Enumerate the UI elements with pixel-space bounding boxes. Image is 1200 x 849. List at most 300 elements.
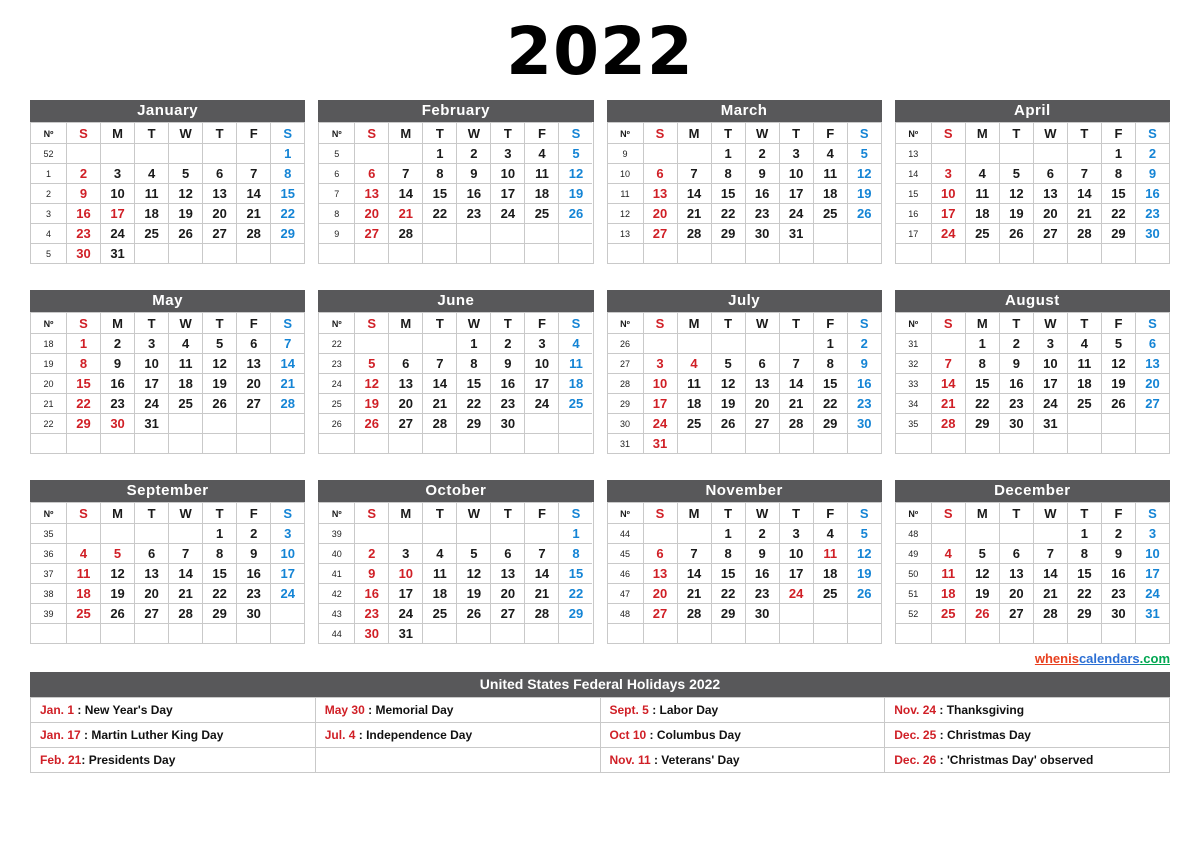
day-cell <box>202 143 236 163</box>
month-february <box>318 100 593 264</box>
day-cell: 16 <box>100 373 134 393</box>
day-cell <box>202 623 236 643</box>
day-cell: 8 <box>456 353 490 373</box>
day-cell: 23 <box>66 223 100 243</box>
day-cell <box>931 243 965 263</box>
day-of-week-header: F <box>813 122 847 143</box>
month-title: May <box>30 290 305 312</box>
day-cell: 19 <box>711 393 745 413</box>
day-of-week-header: M <box>965 502 999 523</box>
day-of-week-header: F <box>1101 502 1135 523</box>
day-cell <box>999 243 1033 263</box>
day-cell: 19 <box>202 373 236 393</box>
week-number: 26 <box>318 413 354 433</box>
day-cell: 23 <box>456 203 490 223</box>
week-number: 52 <box>895 603 931 623</box>
day-cell <box>490 523 524 543</box>
day-cell: 3 <box>270 523 304 543</box>
day-cell: 5 <box>202 333 236 353</box>
day-cell: 12 <box>354 373 388 393</box>
day-of-week-header: T <box>779 122 813 143</box>
holiday-cell <box>315 722 600 747</box>
day-cell: 15 <box>813 373 847 393</box>
day-cell: 1 <box>558 523 592 543</box>
day-cell: 21 <box>270 373 304 393</box>
holiday-date: Sept. 5 <box>609 702 649 717</box>
day-cell <box>931 143 965 163</box>
day-cell <box>388 523 422 543</box>
week-number: 21 <box>30 393 66 413</box>
day-cell: 6 <box>134 543 168 563</box>
day-cell: 3 <box>779 523 813 543</box>
day-of-week-header: W <box>745 502 779 523</box>
day-of-week-header: T <box>422 122 456 143</box>
day-cell <box>388 433 422 453</box>
day-cell: 28 <box>388 223 422 243</box>
day-cell <box>1101 243 1135 263</box>
website-link-part-calendars[interactable]: calendars <box>1078 650 1140 666</box>
day-cell: 26 <box>100 603 134 623</box>
day-cell: 8 <box>422 163 456 183</box>
day-cell: 18 <box>422 583 456 603</box>
day-cell: 20 <box>1033 203 1067 223</box>
month-april <box>895 100 1170 264</box>
week-number-column-header: Nº <box>607 122 643 143</box>
day-cell: 10 <box>524 353 558 373</box>
day-cell: 16 <box>847 373 881 393</box>
day-cell: 21 <box>524 583 558 603</box>
week-number: 13 <box>895 143 931 163</box>
day-cell <box>524 623 558 643</box>
day-cell: 5 <box>965 543 999 563</box>
day-cell: 12 <box>168 183 202 203</box>
week-number: 28 <box>607 373 643 393</box>
day-of-week-header: T <box>999 122 1033 143</box>
day-cell: 8 <box>1067 543 1101 563</box>
day-cell: 10 <box>100 183 134 203</box>
day-cell: 29 <box>202 603 236 623</box>
day-cell: 17 <box>100 203 134 223</box>
week-number: 12 <box>607 203 643 223</box>
week-number: 35 <box>30 523 66 543</box>
day-cell <box>456 523 490 543</box>
day-cell <box>490 623 524 643</box>
day-cell <box>1135 433 1169 453</box>
day-cell <box>1067 243 1101 263</box>
day-cell: 22 <box>66 393 100 413</box>
day-cell <box>388 143 422 163</box>
day-cell: 28 <box>779 413 813 433</box>
week-number <box>895 623 931 643</box>
day-cell: 29 <box>456 413 490 433</box>
day-cell: 20 <box>745 393 779 413</box>
day-cell: 26 <box>558 203 592 223</box>
day-of-week-header: F <box>524 122 558 143</box>
week-number: 11 <box>607 183 643 203</box>
day-cell: 21 <box>388 203 422 223</box>
day-cell: 12 <box>558 163 592 183</box>
day-cell: 29 <box>965 413 999 433</box>
day-cell: 21 <box>422 393 456 413</box>
week-number: 6 <box>318 163 354 183</box>
day-cell: 27 <box>1033 223 1067 243</box>
day-cell <box>643 243 677 263</box>
day-cell: 4 <box>813 143 847 163</box>
day-cell <box>931 623 965 643</box>
week-number: 34 <box>895 393 931 413</box>
day-of-week-header: T <box>490 502 524 523</box>
day-of-week-header: W <box>745 122 779 143</box>
day-cell: 3 <box>100 163 134 183</box>
day-cell: 31 <box>643 433 677 453</box>
month-title: March <box>607 100 882 122</box>
day-cell: 7 <box>236 163 270 183</box>
day-of-week-header: S <box>66 502 100 523</box>
day-of-week-header: T <box>711 502 745 523</box>
day-cell <box>965 243 999 263</box>
day-cell: 15 <box>270 183 304 203</box>
day-cell: 14 <box>168 563 202 583</box>
day-cell: 26 <box>456 603 490 623</box>
day-of-week-header: T <box>202 502 236 523</box>
day-cell <box>1067 413 1101 433</box>
day-cell: 4 <box>813 523 847 543</box>
week-number-column-header: Nº <box>318 312 354 333</box>
day-cell: 17 <box>270 563 304 583</box>
holiday-name: : New Year's Day <box>74 702 173 717</box>
holiday-name: : Thanksgiving <box>936 702 1025 717</box>
week-number: 22 <box>30 413 66 433</box>
day-cell: 22 <box>711 583 745 603</box>
day-cell: 16 <box>456 183 490 203</box>
month-title: September <box>30 480 305 502</box>
day-cell: 15 <box>558 563 592 583</box>
day-cell: 1 <box>270 143 304 163</box>
day-cell: 16 <box>236 563 270 583</box>
day-cell <box>1135 243 1169 263</box>
day-cell: 27 <box>999 603 1033 623</box>
day-cell: 18 <box>813 563 847 583</box>
day-cell: 7 <box>1067 163 1101 183</box>
day-cell <box>711 623 745 643</box>
week-number <box>895 433 931 453</box>
month-december <box>895 480 1170 644</box>
day-cell: 15 <box>711 183 745 203</box>
day-cell: 8 <box>711 163 745 183</box>
day-cell: 19 <box>456 583 490 603</box>
day-of-week-header: S <box>66 312 100 333</box>
day-cell <box>999 523 1033 543</box>
month-august <box>895 290 1170 454</box>
day-of-week-header: T <box>202 122 236 143</box>
day-cell: 14 <box>422 373 456 393</box>
day-cell <box>202 413 236 433</box>
day-cell: 12 <box>456 563 490 583</box>
day-cell <box>168 433 202 453</box>
day-cell: 29 <box>66 413 100 433</box>
day-cell <box>745 333 779 353</box>
day-cell: 15 <box>422 183 456 203</box>
day-cell: 27 <box>134 603 168 623</box>
day-cell <box>1033 243 1067 263</box>
day-cell: 1 <box>422 143 456 163</box>
day-cell <box>134 523 168 543</box>
day-of-week-header: M <box>965 122 999 143</box>
day-cell: 24 <box>388 603 422 623</box>
week-number: 22 <box>318 333 354 353</box>
day-cell <box>422 243 456 263</box>
day-cell: 24 <box>1033 393 1067 413</box>
day-cell: 30 <box>1135 223 1169 243</box>
day-cell: 23 <box>1135 203 1169 223</box>
day-of-week-header: W <box>745 312 779 333</box>
month-grid <box>30 312 305 454</box>
day-cell: 26 <box>965 603 999 623</box>
day-cell: 16 <box>999 373 1033 393</box>
day-of-week-header: S <box>558 122 592 143</box>
week-number: 38 <box>30 583 66 603</box>
day-cell: 6 <box>643 543 677 563</box>
day-cell: 10 <box>388 563 422 583</box>
day-cell: 3 <box>134 333 168 353</box>
day-cell: 28 <box>677 223 711 243</box>
day-of-week-header: S <box>1135 312 1169 333</box>
day-cell <box>202 433 236 453</box>
day-of-week-header: M <box>388 502 422 523</box>
day-cell <box>456 243 490 263</box>
day-cell: 10 <box>779 163 813 183</box>
day-cell: 8 <box>558 543 592 563</box>
month-grid <box>895 122 1170 264</box>
day-cell <box>1033 523 1067 543</box>
day-cell: 4 <box>931 543 965 563</box>
week-number: 10 <box>607 163 643 183</box>
day-cell: 5 <box>168 163 202 183</box>
day-of-week-header: W <box>1033 502 1067 523</box>
day-of-week-header: S <box>354 502 388 523</box>
day-cell: 17 <box>1135 563 1169 583</box>
day-cell: 17 <box>490 183 524 203</box>
week-number: 20 <box>30 373 66 393</box>
day-cell: 22 <box>965 393 999 413</box>
day-cell: 7 <box>779 353 813 373</box>
day-cell: 29 <box>558 603 592 623</box>
day-cell <box>524 433 558 453</box>
day-cell: 23 <box>236 583 270 603</box>
day-cell <box>847 603 881 623</box>
holiday-cell <box>884 722 1169 747</box>
day-cell: 1 <box>1067 523 1101 543</box>
day-cell: 1 <box>711 523 745 543</box>
week-number: 39 <box>30 603 66 623</box>
day-cell: 8 <box>965 353 999 373</box>
week-number: 19 <box>30 353 66 373</box>
day-cell: 26 <box>202 393 236 413</box>
month-grid <box>607 502 882 644</box>
day-cell: 17 <box>1033 373 1067 393</box>
day-cell: 20 <box>134 583 168 603</box>
day-cell <box>354 433 388 453</box>
day-of-week-header: W <box>456 122 490 143</box>
day-of-week-header: F <box>1101 312 1135 333</box>
month-title: August <box>895 290 1170 312</box>
day-cell <box>965 623 999 643</box>
day-cell: 20 <box>388 393 422 413</box>
week-number: 17 <box>895 223 931 243</box>
week-number: 44 <box>607 523 643 543</box>
day-cell: 25 <box>524 203 558 223</box>
week-number: 8 <box>318 203 354 223</box>
day-cell: 2 <box>1135 143 1169 163</box>
year-title: 2022 <box>506 13 694 90</box>
week-number-column-header: Nº <box>895 122 931 143</box>
day-of-week-header: W <box>168 312 202 333</box>
week-number: 14 <box>895 163 931 183</box>
week-number: 2 <box>30 183 66 203</box>
week-number: 15 <box>895 183 931 203</box>
day-cell: 1 <box>202 523 236 543</box>
day-cell: 5 <box>456 543 490 563</box>
day-cell: 11 <box>677 373 711 393</box>
day-cell <box>1067 623 1101 643</box>
day-cell: 11 <box>168 353 202 373</box>
day-cell <box>354 333 388 353</box>
day-cell: 6 <box>354 163 388 183</box>
holiday-cell <box>884 697 1169 722</box>
day-cell <box>1101 433 1135 453</box>
week-number <box>30 623 66 643</box>
day-cell: 15 <box>66 373 100 393</box>
day-cell <box>422 223 456 243</box>
day-cell: 6 <box>1033 163 1067 183</box>
week-number-column-header: Nº <box>318 502 354 523</box>
day-cell: 28 <box>1033 603 1067 623</box>
day-of-week-header: W <box>168 502 202 523</box>
day-of-week-header: S <box>1135 502 1169 523</box>
day-cell <box>270 623 304 643</box>
day-cell: 9 <box>354 563 388 583</box>
day-of-week-header: T <box>422 502 456 523</box>
day-cell: 20 <box>490 583 524 603</box>
day-cell <box>677 433 711 453</box>
day-cell: 31 <box>1135 603 1169 623</box>
day-cell: 6 <box>236 333 270 353</box>
week-number: 52 <box>30 143 66 163</box>
week-number: 27 <box>607 353 643 373</box>
day-cell: 23 <box>745 583 779 603</box>
day-cell: 9 <box>1101 543 1135 563</box>
month-title: January <box>30 100 305 122</box>
day-cell: 27 <box>354 223 388 243</box>
day-cell: 5 <box>354 353 388 373</box>
website-link-part-com[interactable]: .com <box>1139 650 1170 666</box>
holiday-date: Dec. 26 <box>894 752 937 767</box>
day-cell <box>456 433 490 453</box>
day-of-week-header: M <box>388 122 422 143</box>
day-of-week-header: F <box>524 502 558 523</box>
day-cell: 2 <box>236 523 270 543</box>
website-link[interactable] <box>30 651 1170 667</box>
day-cell <box>168 623 202 643</box>
day-cell: 19 <box>965 583 999 603</box>
day-cell <box>847 243 881 263</box>
day-cell: 30 <box>236 603 270 623</box>
day-cell <box>643 623 677 643</box>
day-of-week-header: T <box>134 502 168 523</box>
day-cell <box>711 433 745 453</box>
day-cell: 2 <box>745 143 779 163</box>
day-cell: 30 <box>1101 603 1135 623</box>
day-cell: 15 <box>711 563 745 583</box>
day-cell: 25 <box>813 203 847 223</box>
day-cell <box>558 413 592 433</box>
day-cell: 14 <box>931 373 965 393</box>
day-cell: 16 <box>745 563 779 583</box>
day-cell <box>745 243 779 263</box>
week-number-column-header: Nº <box>30 312 66 333</box>
day-cell: 4 <box>66 543 100 563</box>
day-of-week-header: T <box>999 312 1033 333</box>
month-title: February <box>318 100 593 122</box>
week-number: 43 <box>318 603 354 623</box>
day-cell: 4 <box>1067 333 1101 353</box>
day-cell: 19 <box>847 183 881 203</box>
day-cell: 31 <box>100 243 134 263</box>
day-cell <box>388 333 422 353</box>
day-cell <box>168 523 202 543</box>
day-cell: 9 <box>456 163 490 183</box>
day-cell: 24 <box>779 583 813 603</box>
day-cell: 27 <box>388 413 422 433</box>
day-cell: 24 <box>779 203 813 223</box>
day-of-week-header: T <box>1067 122 1101 143</box>
day-cell: 18 <box>524 183 558 203</box>
day-of-week-header: T <box>134 122 168 143</box>
week-number: 4 <box>30 223 66 243</box>
day-cell: 21 <box>236 203 270 223</box>
day-cell: 22 <box>813 393 847 413</box>
day-cell <box>931 523 965 543</box>
holiday-date: Feb. 21 <box>40 752 82 767</box>
week-number: 42 <box>318 583 354 603</box>
day-cell: 20 <box>236 373 270 393</box>
holiday-name: : Christmas Day <box>936 727 1031 742</box>
day-cell: 22 <box>270 203 304 223</box>
day-cell: 2 <box>847 333 881 353</box>
day-cell: 5 <box>847 143 881 163</box>
day-cell: 15 <box>202 563 236 583</box>
day-cell: 16 <box>354 583 388 603</box>
day-cell: 23 <box>999 393 1033 413</box>
week-number <box>607 623 643 643</box>
day-cell: 20 <box>202 203 236 223</box>
day-cell <box>168 243 202 263</box>
day-cell: 24 <box>100 223 134 243</box>
website-link-part-whenis[interactable]: whenis <box>1034 650 1079 666</box>
day-cell: 25 <box>558 393 592 413</box>
day-cell: 28 <box>168 603 202 623</box>
day-cell <box>270 433 304 453</box>
day-cell: 26 <box>847 583 881 603</box>
day-cell: 22 <box>202 583 236 603</box>
day-cell: 5 <box>100 543 134 563</box>
day-cell: 3 <box>524 333 558 353</box>
day-cell: 4 <box>168 333 202 353</box>
day-of-week-header: S <box>558 312 592 333</box>
day-cell: 11 <box>524 163 558 183</box>
month-grid <box>318 502 593 644</box>
day-cell <box>66 623 100 643</box>
